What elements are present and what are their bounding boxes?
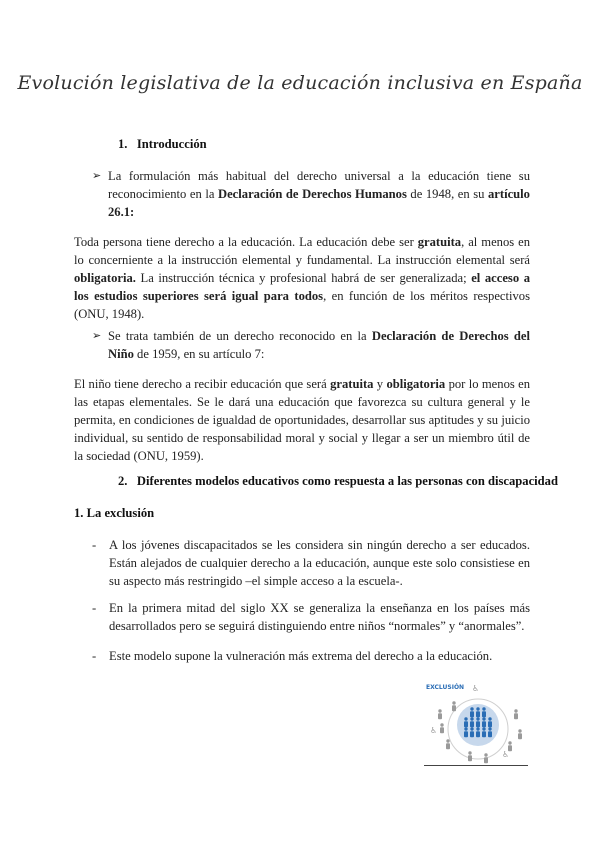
para-1-text: Toda persona tiene derecho a la educación. La educación debe ser bbox=[74, 235, 418, 249]
person-icon bbox=[484, 753, 488, 763]
person-icon bbox=[518, 729, 522, 739]
child-rights-quote-paragraph bbox=[74, 375, 530, 465]
para-1-bold-1: gratuita bbox=[417, 235, 462, 249]
wheelchair-icon: ♿ bbox=[472, 684, 480, 693]
person-icon bbox=[464, 727, 468, 737]
exclusion-label: EXCLUSIÓN bbox=[426, 684, 465, 691]
bullet-child-rights bbox=[92, 327, 530, 363]
para-2-bold-2: obligatoria bbox=[386, 377, 446, 391]
udhr-quote-paragraph bbox=[74, 233, 530, 323]
person-icon bbox=[476, 707, 480, 717]
section-2-heading bbox=[118, 474, 558, 489]
document-title: Evolución legislativa de la educación inclusiva en España bbox=[17, 72, 583, 94]
person-icon bbox=[482, 717, 486, 727]
bullet-2-text: Se trata también de un derecho reconocido en la bbox=[108, 329, 372, 343]
dash-bullet: - bbox=[92, 649, 97, 663]
bullet-1-bold: Declaración de Derechos Humanos bbox=[218, 187, 407, 201]
bullet-1-text: La formulación más habitual del derecho universal a la educación tiene su reconocimiento en la bbox=[108, 169, 530, 201]
section-2-label: Diferentes modelos educativos como respuesta a las personas con discapacidad bbox=[136, 474, 558, 488]
person-icon bbox=[488, 727, 492, 737]
person-icon bbox=[488, 717, 492, 727]
dash-bullet: - bbox=[92, 538, 97, 552]
para-1-bold-2: obligatoria. bbox=[74, 271, 136, 285]
dash-item-text: A los jóvenes discapacitados se les considera sin ningún derecho a ser educados. Están alejados de cualquier derecho a la educación, aunque este solo consistiese en su aspecto más restringido –el simple acceso a la escuela-. bbox=[109, 538, 530, 588]
dash-item-text: Este modelo supone la vulneración más extrema del derecho a la educación. bbox=[109, 649, 493, 663]
bullet-2-text-2: de 1959, en su artículo 7: bbox=[133, 347, 265, 361]
para-2-text-3: por lo menos en las etapas elementales. Se le dará una educación que favorezca su cultura general y le permita, en condiciones de igualdad de oportunidades, desarrollar sus aptitudes y su juicio individual, su sentido de responsabilidad moral y social y llegar a ser un miembro útil de la sociedad (ONU, 1959). bbox=[74, 377, 531, 463]
para-2-text: El niño tiene derecho a recibir educación que será bbox=[74, 377, 331, 391]
para-2-text-2: y bbox=[373, 377, 387, 391]
arrow-bullet-icon: ➢ bbox=[92, 170, 102, 182]
para-1-text-2: , al menos en lo concerniente a la instrucción elemental y fundamental. La instrucción elemental será bbox=[74, 235, 530, 267]
dash-item bbox=[92, 599, 530, 635]
person-icon bbox=[464, 717, 468, 727]
person-icon bbox=[482, 727, 486, 737]
bullet-udhr bbox=[92, 167, 530, 221]
person-icon bbox=[476, 727, 480, 737]
person-icon bbox=[470, 707, 474, 717]
para-1-text-3: La instrucción técnica y profesional habrá de ser generalizada; bbox=[135, 271, 472, 285]
exclusion-diagram-svg bbox=[424, 681, 528, 765]
person-icon bbox=[440, 723, 444, 733]
dash-item-text: En la primera mitad del siglo XX se generaliza la enseñanza en los países más desarrollados pero se seguirá distinguiendo entre niños “normales” y “anormales”. bbox=[109, 601, 530, 633]
section-1-number: 1. bbox=[118, 137, 128, 151]
section-1-label: Introducción bbox=[136, 137, 207, 151]
bullet-2-bold: Declaración de Derechos del Niño bbox=[108, 329, 531, 361]
person-icon bbox=[482, 707, 486, 717]
para-1-bold-3: el acceso a los estudios superiores será igual para todos bbox=[74, 271, 530, 303]
person-icon bbox=[446, 739, 450, 749]
exclusion-diagram bbox=[424, 681, 528, 766]
arrow-bullet-icon: ➢ bbox=[92, 330, 102, 342]
person-icon bbox=[470, 717, 474, 727]
person-icon bbox=[468, 751, 472, 761]
dash-item bbox=[92, 647, 530, 665]
person-icon bbox=[470, 727, 474, 737]
dash-bullet: - bbox=[92, 601, 97, 615]
person-icon bbox=[514, 709, 518, 719]
wheelchair-icon: ♿ bbox=[502, 750, 510, 759]
subsection-exclusion-heading: 1. La exclusión bbox=[74, 506, 155, 520]
bullet-1-article: artículo 26.1: bbox=[108, 187, 530, 219]
para-2-bold-1: gratuita bbox=[330, 377, 374, 391]
wheelchair-icon: ♿ bbox=[430, 726, 438, 735]
section-2-number: 2. bbox=[118, 474, 128, 488]
section-1-heading bbox=[118, 137, 207, 152]
person-icon bbox=[476, 717, 480, 727]
para-1-text-4: , en función de los méritos respectivos (ONU, 1948). bbox=[74, 289, 530, 321]
person-icon bbox=[438, 709, 442, 719]
dash-item bbox=[92, 536, 530, 590]
person-icon bbox=[452, 701, 456, 711]
bullet-1-text-2: de 1948, en su bbox=[406, 187, 488, 201]
